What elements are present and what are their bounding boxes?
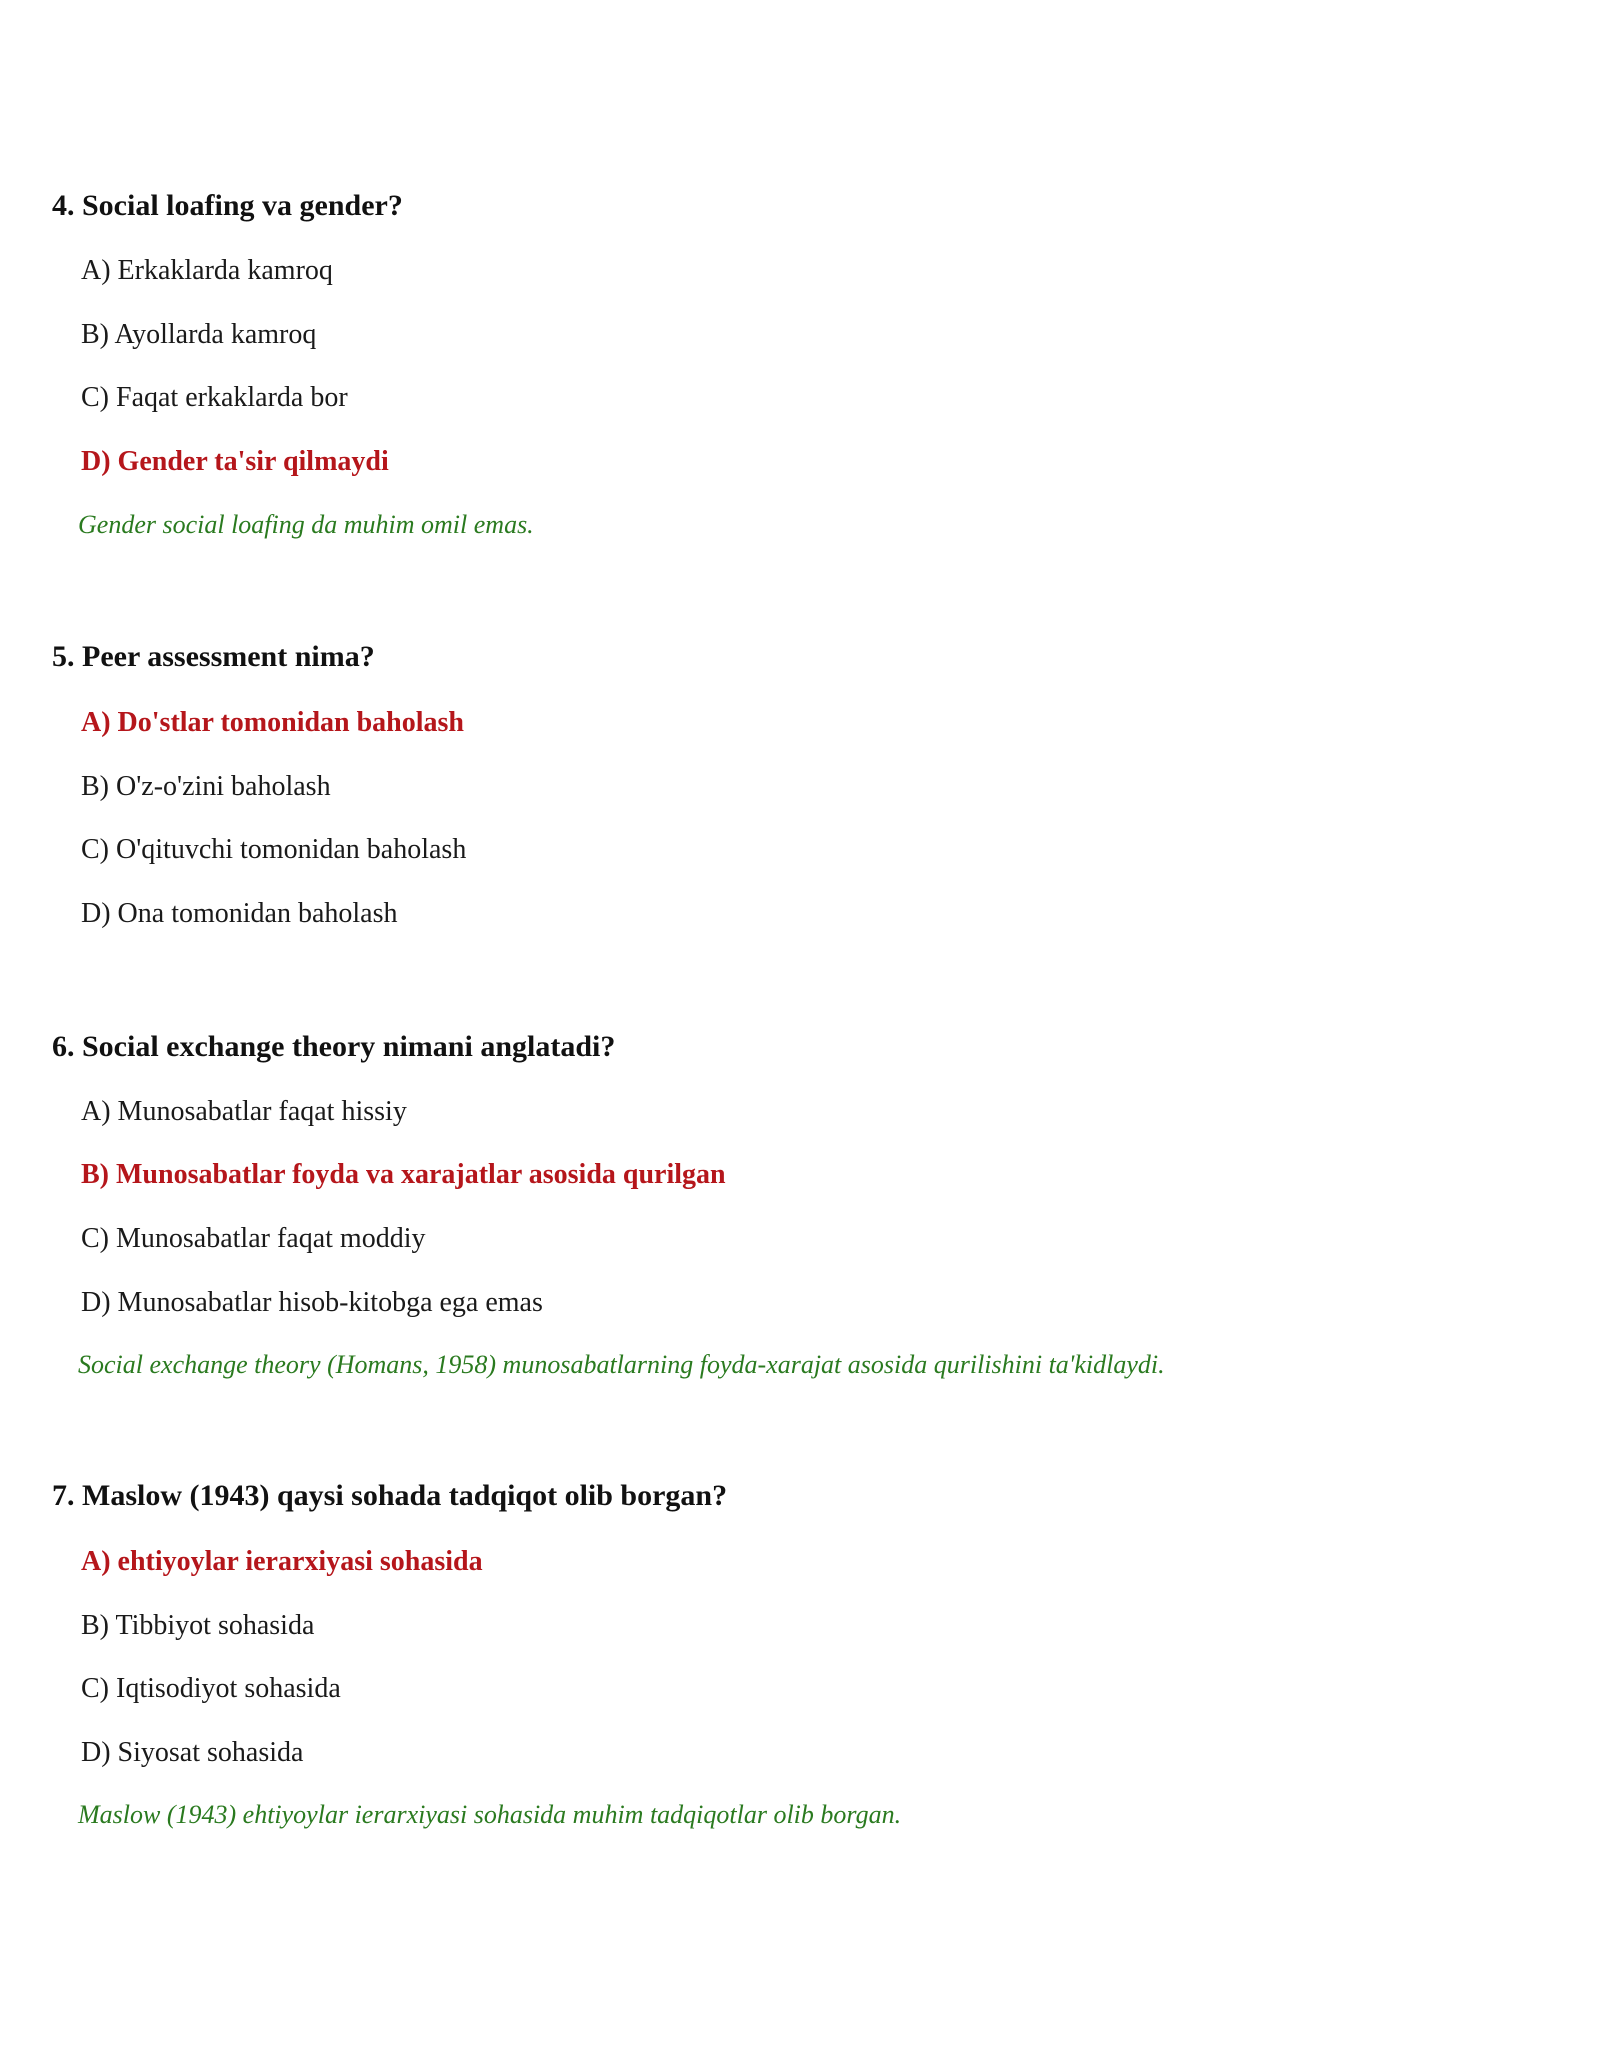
option-d: D) Siyosat sohasida — [81, 1737, 304, 1768]
option-d: D) Munosabatlar hisob-kitobga ega emas — [81, 1287, 543, 1318]
option-a: A) Erkaklarda kamroq — [81, 255, 333, 286]
option-c: C) Iqtisodiyot sohasida — [81, 1673, 341, 1704]
option-a-correct: A) Do'stlar tomonidan baholash — [81, 707, 465, 738]
option-a: A) Munosabatlar faqat hissiy — [81, 1096, 407, 1127]
question-title: 6. Social exchange theory nimani anglatadi? — [52, 1030, 616, 1063]
option-b: B) O'z-o'zini baholash — [81, 771, 331, 802]
option-c: C) Faqat erkaklarda bor — [81, 382, 348, 413]
option-c: C) Munosabatlar faqat moddiy — [81, 1223, 426, 1254]
option-b-correct: B) Munosabatlar foyda va xarajatlar asosida qurilgan — [81, 1159, 726, 1190]
question-title: 7. Maslow (1943) qaysi sohada tadqiqot olib borgan? — [52, 1479, 728, 1512]
option-d: D) Ona tomonidan baholash — [81, 898, 398, 929]
option-b: B) Ayollarda kamroq — [81, 319, 317, 350]
question-title: 5. Peer assessment nima? — [52, 640, 375, 673]
explanation-text: Social exchange theory (Homans, 1958) munosabatlarning foyda-xarajat asosida qurilishini ta'kidlaydi. — [78, 1350, 1165, 1379]
option-c: C) O'qituvchi tomonidan baholash — [81, 834, 467, 865]
question-title: 4. Social loafing va gender? — [52, 189, 403, 222]
option-a-correct: A) ehtiyoylar ierarxiyasi sohasida — [81, 1546, 483, 1577]
option-b: B) Tibbiyot sohasida — [81, 1610, 315, 1641]
explanation-text: Gender social loafing da muhim omil emas. — [78, 510, 534, 539]
explanation-text: Maslow (1943) ehtiyoylar ierarxiyasi sohasida muhim tadqiqotlar olib borgan. — [78, 1800, 902, 1829]
option-d-correct: D) Gender ta'sir qilmaydi — [81, 446, 389, 477]
